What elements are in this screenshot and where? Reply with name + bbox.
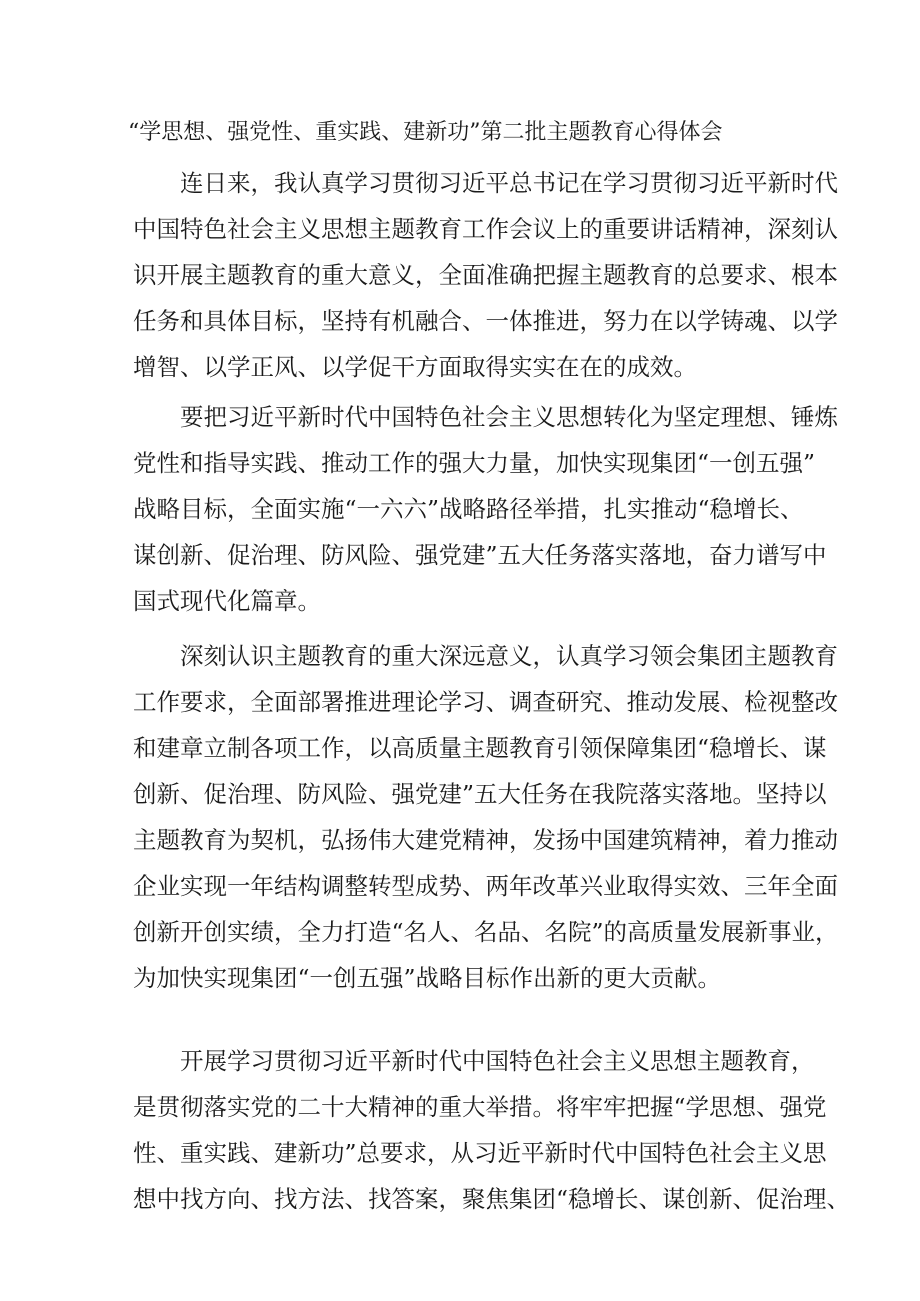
paragraph-line: 要把习近平新时代中国特色社会主义思想转化为坚定理想、锤炼 bbox=[180, 403, 838, 431]
paragraph-line: 任务和具体目标，坚持有机融合、一体推进，努力在以学铸魂、以学 bbox=[133, 307, 838, 335]
paragraph-line: 是贯彻落实党的二十大精神的重大举措。将牢牢把握“学思想、强党 bbox=[133, 1093, 827, 1121]
paragraph-line: 增智、以学正风、以学促干方面取得实实在在的成效。 bbox=[133, 353, 697, 381]
paragraph-line: 性、重实践、建新功”总要求，从习近平新时代中国特色社会主义思 bbox=[133, 1139, 827, 1167]
paragraph-line: 连日来，我认真学习贯彻习近平总书记在学习贯彻习近平新时代 bbox=[180, 169, 838, 197]
paragraph-line: 谋创新、促治理、防风险、强党建”五大任务落实落地，奋力谱写中 bbox=[133, 541, 827, 569]
paragraph-line: 为加快实现集团“一创五强”战略目标作出新的更大贡献。 bbox=[133, 964, 722, 992]
paragraph-line: 工作要求，全面部署推进理论学习、调查研究、推动发展、检视整改 bbox=[133, 688, 838, 716]
paragraph-line: 深刻认识主题教育的重大深远意义，认真学习领会集团主题教育 bbox=[180, 642, 838, 670]
document-title: “学思想、强党性、重实践、建新功”第二批主题教育心得体会 bbox=[128, 120, 723, 145]
paragraph-line: 创新、促治理、防风险、强党建”五大任务在我院落实落地。坚持以 bbox=[133, 780, 827, 808]
paragraph-5 bbox=[133, 1084, 851, 1222]
paragraph-line: 企业实现一年结构调整转型成势、两年改革兴业取得实效、三年全面 bbox=[133, 872, 838, 900]
paragraph-line: 主题教育为契机，弘扬伟大建党精神，发扬中国建筑精神，着力推动 bbox=[133, 826, 838, 854]
paragraph-line: 战略目标，全面实施“一六六”战略路径举措，扎实推动“稳增长、 bbox=[133, 495, 804, 523]
paragraph-line: 和建章立制各项工作，以高质量主题教育引领保障集团“稳增长、谋 bbox=[133, 734, 827, 762]
paragraph-3 bbox=[133, 633, 839, 1001]
paragraph-4 bbox=[133, 1038, 815, 1084]
paragraph-line: 党性和指导实践、推动工作的强大力量，加快实现集团“一创五强” bbox=[133, 449, 816, 477]
paragraph-line: 创新开创实绩，全力打造“名人、名品、名院”的高质量发展新事业， bbox=[133, 918, 839, 946]
paragraph-1 bbox=[133, 160, 838, 390]
paragraph-line: 开展学习贯彻习近平新时代中国特色社会主义思想主题教育， bbox=[180, 1047, 815, 1075]
paragraph-line: 想中找方向、找方法、找答案，聚焦集团“稳增长、谋创新、促治理、 bbox=[133, 1185, 851, 1213]
paragraph-line: 识开展主题教育的重大意义，全面准确把握主题教育的总要求、根本 bbox=[133, 261, 838, 289]
paragraph-line: 国式现代化篇章。 bbox=[133, 587, 321, 615]
paragraph-line: 中国特色社会主义思想主题教育工作会议上的重要讲话精神，深刻认 bbox=[133, 215, 838, 243]
paragraph-2 bbox=[133, 394, 838, 624]
